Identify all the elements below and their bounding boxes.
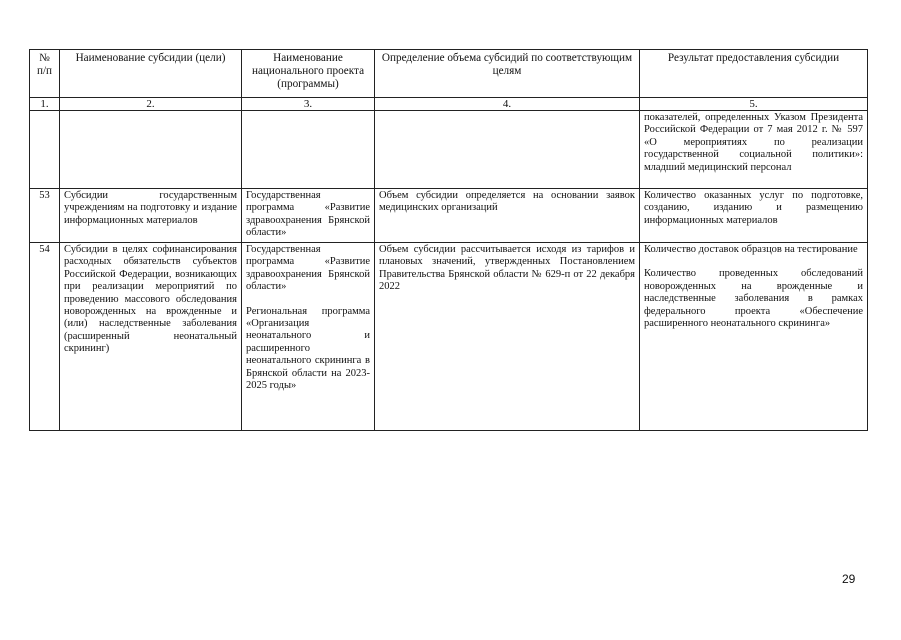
header-national-project: Наименование национального проекта (программы) <box>242 50 375 98</box>
project-text: Региональная программа «Организация неонатального и расширенного неонатального скрининга в Брянской области на 2023-2025 годы» <box>246 305 370 392</box>
header-volume-definition: Определение объема субсидий по соответствующим целям <box>375 50 640 98</box>
table-row <box>30 243 868 431</box>
result-text: Количество проведенных обследований новорожденных на врожденные и наследственные заболевания в рамках федерального проекта «Обеспечение расширенного неонатального скрининга» <box>644 268 863 330</box>
table-cell <box>375 111 640 189</box>
table-cell <box>30 111 60 189</box>
column-number: 4. <box>375 98 640 111</box>
table-cell <box>242 111 375 189</box>
table-cell-result <box>640 243 868 431</box>
column-number: 5. <box>640 98 868 111</box>
row-number: 54 <box>30 243 60 431</box>
table-cell-project: Государственная программа «Развитие здравоохранения Брянской области» <box>242 189 375 243</box>
column-number: 2. <box>60 98 242 111</box>
table-cell-volume: Объем субсидии рассчитывается исходя из тарифов и плановых значений, утвержденных Постановлением Правительства Брянской области № 629-п от 22 декабря 2022 <box>375 243 640 431</box>
table-row-continuation <box>30 111 868 189</box>
column-number: 1. <box>30 98 60 111</box>
header-number: № п/п <box>30 50 60 98</box>
header-subsidy-name: Наименование субсидии (цели) <box>60 50 242 98</box>
column-number-row <box>30 98 868 111</box>
table-cell-subsidy-name: Субсидии государственным учреждениям на подготовку и издание информационных материалов <box>60 189 242 243</box>
column-number: 3. <box>242 98 375 111</box>
table-cell-subsidy-name: Субсидии в целях софинансирования расходных обязательств субъектов Российской Федерации, возникающих при реализации мероприятий по проведению массового обследования новорожденных на врожденные и (или) наследственные заболевания (расширенный неонатальный скрининг) <box>60 243 242 431</box>
project-text: Государственная программа «Развитие здравоохранения Брянской области» <box>246 244 370 293</box>
result-text: Количество доставок образцов на тестирование <box>644 244 858 255</box>
table-cell-result: Количество оказанных услуг по подготовке, созданию, изданию и размещению информационных материалов <box>640 189 868 243</box>
table-cell <box>60 111 242 189</box>
table-cell-project <box>242 243 375 431</box>
table-header-row <box>30 50 868 98</box>
table-cell-volume: Объем субсидии определяется на основании заявок медицинских организаций <box>375 189 640 243</box>
row-number: 53 <box>30 189 60 243</box>
table-row <box>30 189 868 243</box>
table-cell-result: показателей, определенных Указом Президента Российской Федерации от 7 мая 2012 г. № 597 «О мероприятиях по реализации государственной социальной политики»: младший медицинский персонал <box>640 111 868 189</box>
page-number: 29 <box>842 572 856 586</box>
header-result: Результат предоставления субсидии <box>640 50 868 98</box>
subsidies-table <box>29 49 868 431</box>
